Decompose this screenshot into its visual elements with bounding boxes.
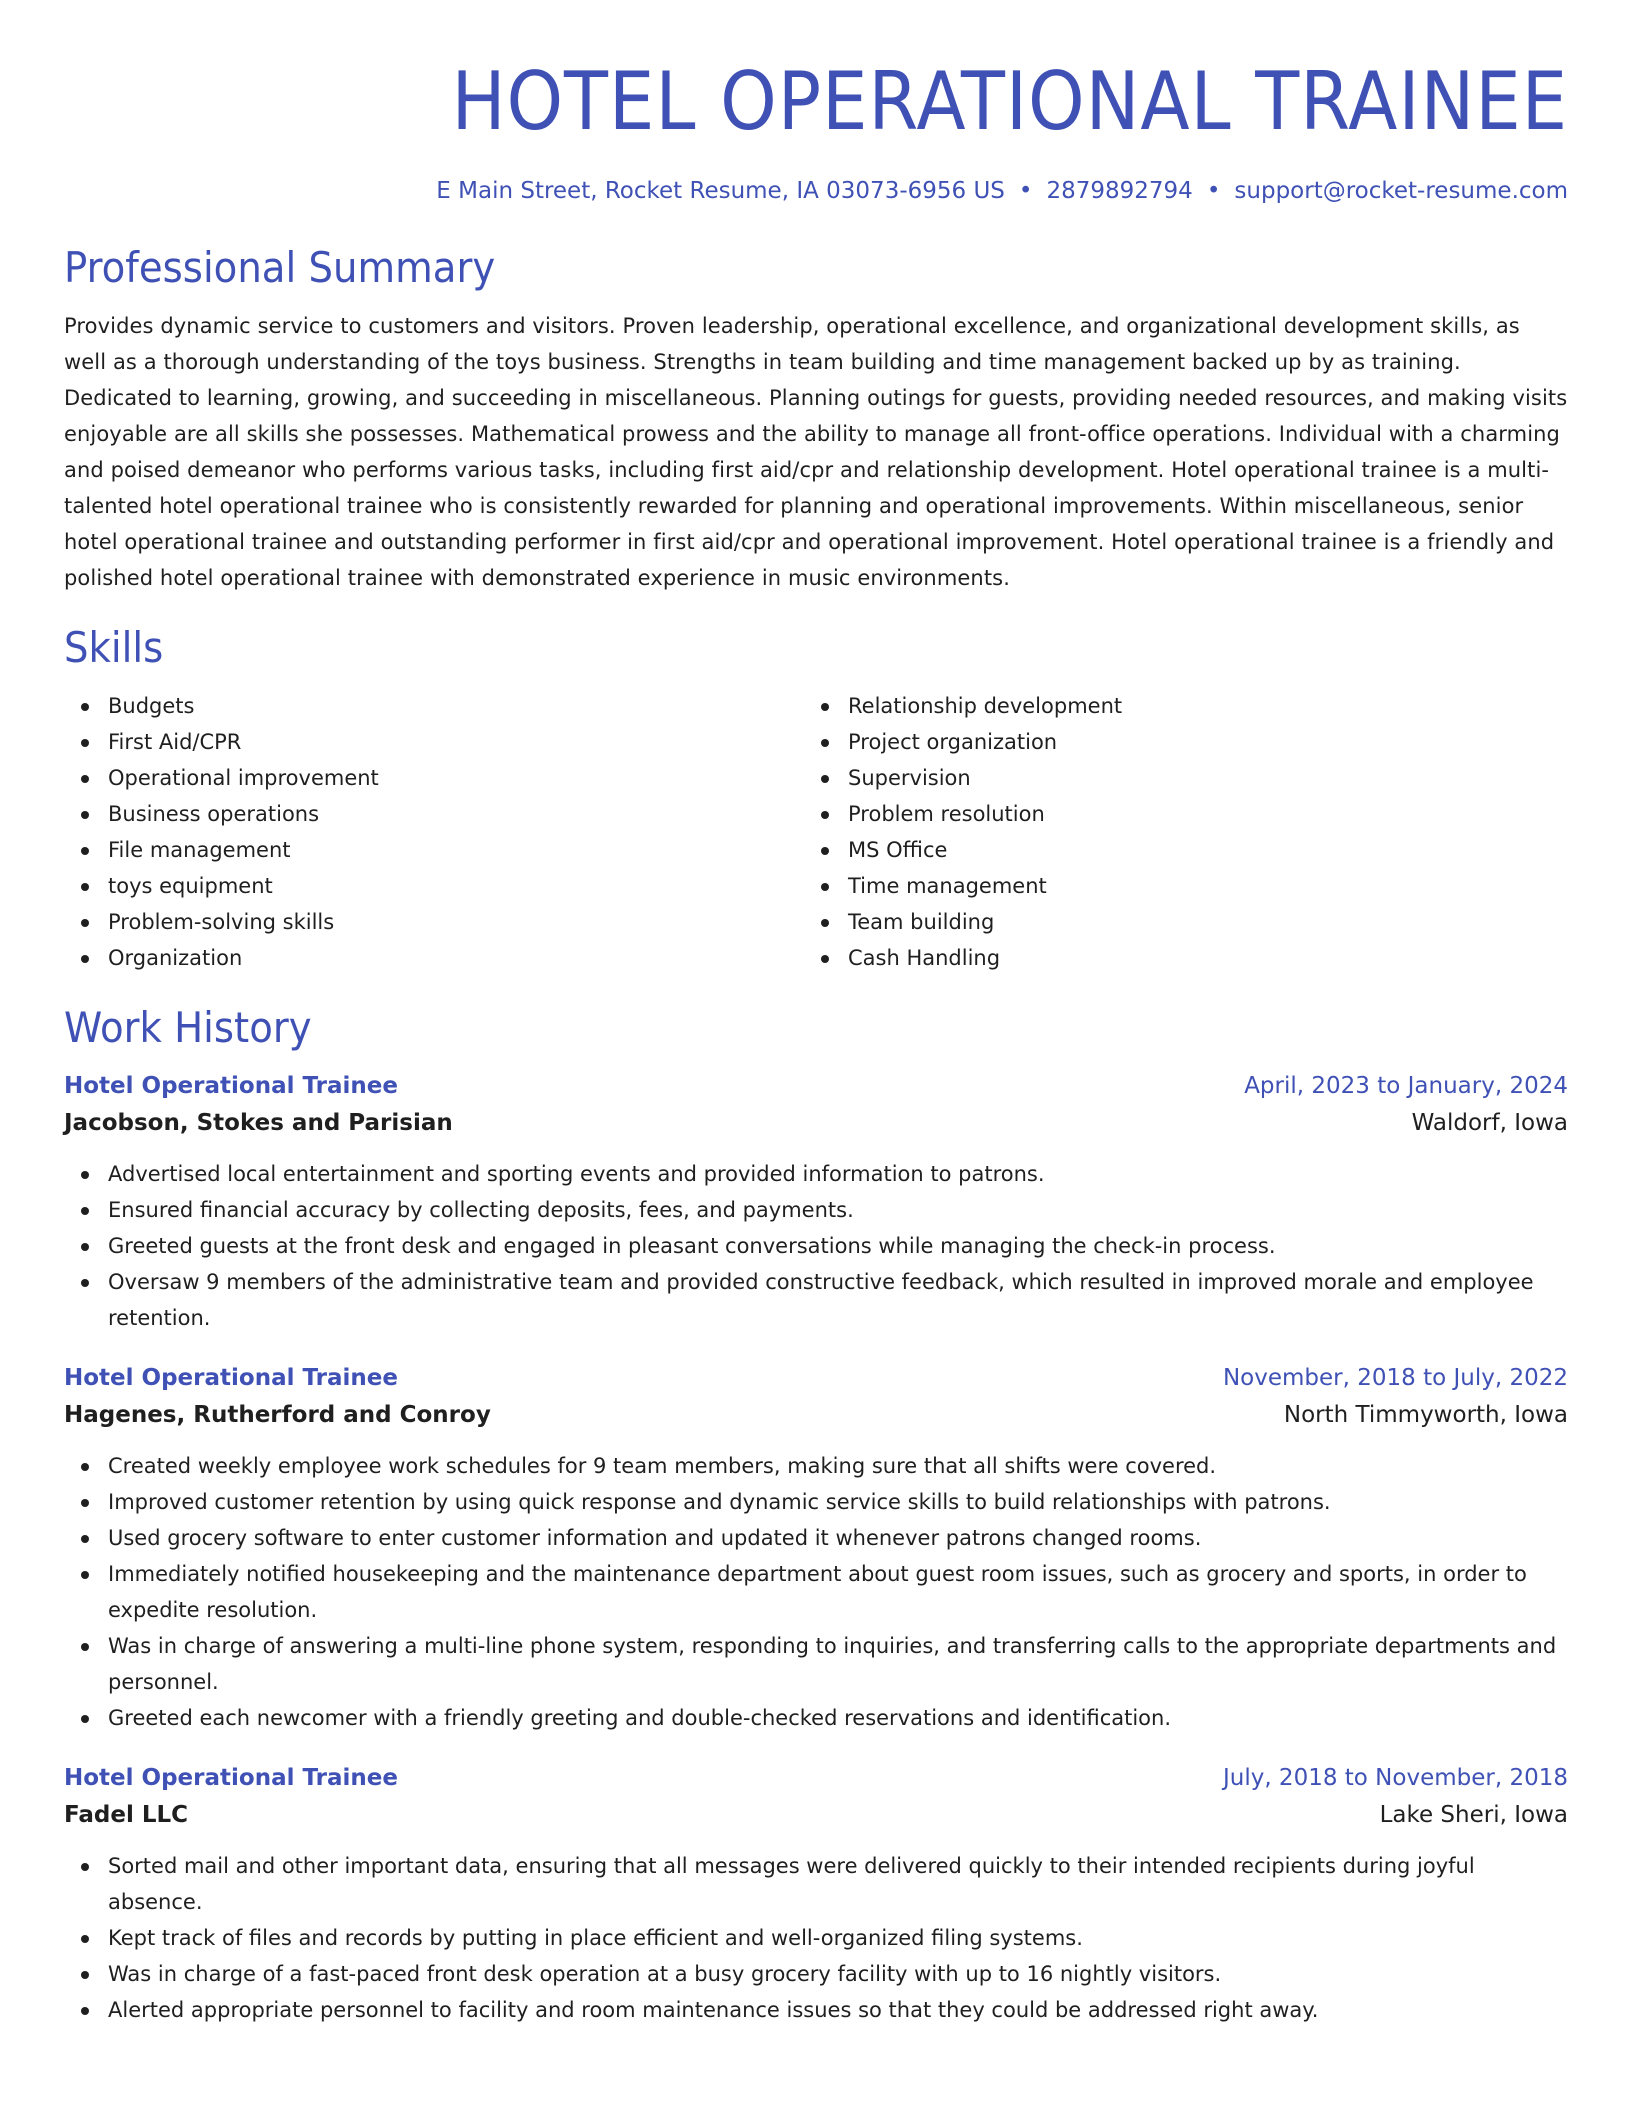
job-bullets <box>64 1156 1568 1336</box>
skill-item: File management <box>64 832 804 868</box>
work-history-list <box>64 1068 1568 2028</box>
job-company: Fadel LLC <box>64 1802 189 1828</box>
job-title: Hotel Operational Trainee <box>64 1365 398 1391</box>
skills-heading: Skills <box>64 623 164 672</box>
job-bullets <box>64 1448 1568 1736</box>
job-bullet-item: Oversaw 9 members of the administrative team and provided constructive feedback, which resulted in improved morale and employee retention. <box>64 1264 1568 1336</box>
contact-separator: • <box>1018 178 1033 204</box>
job-dates: November, 2018 to July, 2022 <box>1222 1365 1568 1391</box>
job-bullet-item: Alerted appropriate personnel to facility and room maintenance issues so that they could be addressed right away. <box>64 1992 1568 2028</box>
skill-item: First Aid/CPR <box>64 724 804 760</box>
contact-line <box>64 176 1568 206</box>
job-bullet-item: Advertised local entertainment and sporting events and provided information to patrons. <box>64 1156 1568 1192</box>
skill-item: Business operations <box>64 796 804 832</box>
job-bullet-item: Used grocery software to enter customer information and updated it whenever patrons changed rooms. <box>64 1520 1568 1556</box>
job-dates: July, 2018 to November, 2018 <box>1222 1765 1568 1791</box>
skill-item: Supervision <box>804 760 1544 796</box>
job-entry <box>64 1760 1568 2028</box>
skill-item: toys equipment <box>64 868 804 904</box>
job-bullet-item: Greeted guests at the front desk and engaged in pleasant conversations while managing the check-in process. <box>64 1228 1568 1264</box>
skill-item: Problem-solving skills <box>64 904 804 940</box>
skills-list-right <box>804 688 1544 976</box>
job-location: Lake Sheri, Iowa <box>1379 1802 1568 1828</box>
resume-header <box>64 50 1568 206</box>
skills-list-left <box>64 688 804 976</box>
job-bullet-item: Improved customer retention by using quick response and dynamic service skills to build relationships with patrons. <box>64 1484 1568 1520</box>
job-company: Hagenes, Rutherford and Conroy <box>64 1402 491 1428</box>
contact-phone: 2879892794 <box>1046 178 1193 204</box>
job-location: Waldorf, Iowa <box>1411 1110 1568 1136</box>
job-entry <box>64 1068 1568 1336</box>
skill-item: MS Office <box>804 832 1544 868</box>
skill-item: Operational improvement <box>64 760 804 796</box>
job-location: North Timmyworth, Iowa <box>1283 1402 1568 1428</box>
summary-heading: Professional Summary <box>64 243 496 292</box>
contact-address: E Main Street, Rocket Resume, IA 03073-6956 US <box>436 178 1005 204</box>
skill-item: Budgets <box>64 688 804 724</box>
job-entry <box>64 1360 1568 1736</box>
skill-item: Time management <box>804 868 1544 904</box>
job-title: Hotel Operational Trainee <box>64 1765 398 1791</box>
job-bullet-item: Was in charge of a fast-paced front desk operation at a busy grocery facility with up to 16 nightly visitors. <box>64 1956 1568 1992</box>
job-bullet-item: Kept track of files and records by putting in place efficient and well-organized filing systems. <box>64 1920 1568 1956</box>
job-bullet-item: Sorted mail and other important data, ensuring that all messages were delivered quickly to their intended recipients during joyful absence. <box>64 1848 1568 1920</box>
job-company: Jacobson, Stokes and Parisian <box>64 1110 453 1136</box>
job-bullet-item: Was in charge of answering a multi-line phone system, responding to inquiries, and transferring calls to the appropriate departments and personnel. <box>64 1628 1568 1700</box>
job-bullet-item: Ensured financial accuracy by collecting deposits, fees, and payments. <box>64 1192 1568 1228</box>
contact-email[interactable]: support@rocket-resume.com <box>1234 178 1568 204</box>
job-dates: April, 2023 to January, 2024 <box>1244 1073 1568 1099</box>
work-history-heading: Work History <box>64 1003 312 1052</box>
job-bullet-item: Greeted each newcomer with a friendly greeting and double-checked reservations and identification. <box>64 1700 1568 1736</box>
skill-item: Organization <box>64 940 804 976</box>
job-title: Hotel Operational Trainee <box>64 1073 398 1099</box>
resume-name: HOTEL OPERATIONAL TRAINEE <box>451 55 1568 148</box>
job-bullet-item: Created weekly employee work schedules for 9 team members, making sure that all shifts were covered. <box>64 1448 1568 1484</box>
contact-separator: • <box>1206 178 1221 204</box>
skill-item: Project organization <box>804 724 1544 760</box>
skill-item: Relationship development <box>804 688 1544 724</box>
job-bullets <box>64 1848 1568 2028</box>
skill-item: Cash Handling <box>804 940 1544 976</box>
job-bullet-item: Immediately notified housekeeping and the maintenance department about guest room issues, such as grocery and sports, in order to expedite resolution. <box>64 1556 1568 1628</box>
skills-columns <box>64 688 1568 976</box>
skill-item: Problem resolution <box>804 796 1544 832</box>
skill-item: Team building <box>804 904 1544 940</box>
summary-text: Provides dynamic service to customers and visitors. Proven leadership, operational excellence, and organizational development skills, as well as a thorough understanding of the toys business. Strengths in team building and time management backed up by as training. Dedicated to learning, growing, and succeeding in miscellaneous. Planning outings for guests, providing needed resources, and making visits enjoyable are all skills she possesses. Mathematical prowess and the ability to manage all front-office operations. Individual with a charming and poised demeanor who performs various tasks, including first aid/cpr and relationship development. Hotel operational trainee is a multi-talented hotel operational trainee who is consistently rewarded for planning and operational improvements. Within miscellaneous, senior hotel operational trainee and outstanding performer in first aid/cpr and operational improvement. Hotel operational trainee is a friendly and polished hotel operational trainee with demonstrated experience in music environments. <box>64 314 1568 590</box>
